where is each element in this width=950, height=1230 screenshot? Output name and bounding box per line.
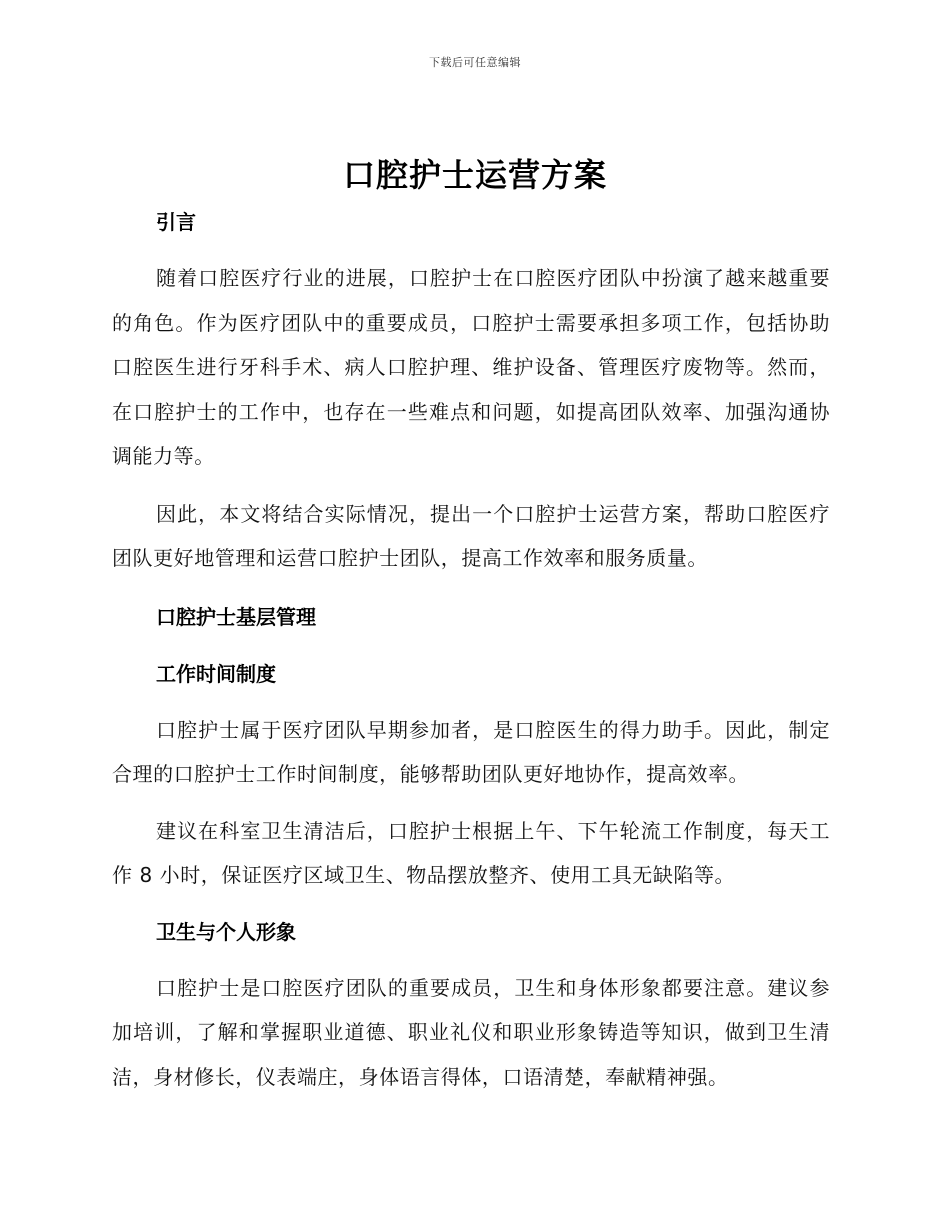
paragraph-intro-1: 随着口腔医疗行业的进展，口腔护士在口腔医疗团队中扮演了越来越重要的角色。作为医疗团队中的重要成员，口腔护士需要承担多项工作，包括协助口腔医生进行牙科手术、病人口腔护理、维护设备、管理医疗废物等。然而，在口腔护士的工作中，也存在一些难点和问题，如提高团队效率、加强沟通协调能力等。 [112, 266, 830, 468]
paragraph-work-time-1: 口腔护士属于医疗团队早期参加者，是口腔医生的得力助手。因此，制定合理的口腔护士工作时间制度，能够帮助团队更好地协作，提高效率。 [112, 717, 830, 786]
subsection-heading-work-time: 工作时间制度 [156, 661, 276, 686]
paragraph-work-time-2: 建议在科室卫生清洁后，口腔护士根据上午、下午轮流工作制度，每天工作 8 小时，保证医疗区域卫生、物品摆放整齐、使用工具无缺陷等。 [112, 818, 830, 887]
header-note: 下载后可任意编辑 [429, 56, 521, 69]
section-heading-basic-management: 口腔护士基层管理 [156, 604, 316, 629]
paragraph-hygiene-1: 口腔护士是口腔医疗团队的重要成员，卫生和身体形象都要注意。建议参加培训，了解和掌握职业道德、职业礼仪和职业形象铸造等知识，做到卫生清洁，身材修长，仪表端庄，身体语言得体，口语清楚，奉献精神强。 [112, 975, 830, 1089]
document-body [112, 200, 830, 1099]
section-heading-intro: 引言 [156, 210, 196, 234]
subsection-heading-hygiene: 卫生与个人形象 [156, 919, 296, 944]
paragraph-intro-2: 因此，本文将结合实际情况，提出一个口腔护士运营方案，帮助口腔医疗团队更好地管理和运营口腔护士团队，提高工作效率和服务质量。 [112, 501, 830, 570]
document-title: 口腔护士运营方案 [342, 156, 607, 194]
